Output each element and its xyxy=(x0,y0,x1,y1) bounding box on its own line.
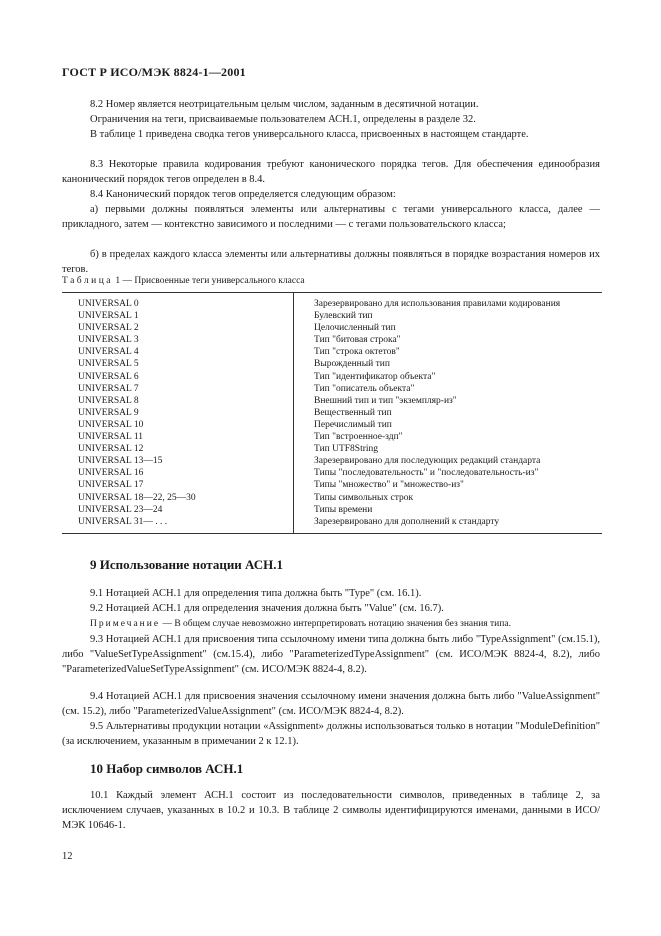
table-row xyxy=(62,431,602,443)
tag-cell: UNIVERSAL 12 xyxy=(62,443,294,455)
tag-cell: UNIVERSAL 6 xyxy=(62,371,294,383)
description-cell: Типы времени xyxy=(314,504,373,515)
paragraph-rule-b: б) в пределах каждого класса элементы или альтернативы должны появляться в порядке возрастания номеров их тегов. xyxy=(62,249,600,275)
paragraph-8-2: 8.2 Номер является неотрицательным целым числом, заданным в десятичной нотации. xyxy=(90,99,479,110)
table-row xyxy=(62,504,602,516)
table-row xyxy=(62,358,602,370)
description-cell: Тип "строка октетов" xyxy=(314,347,400,358)
tag-cell: UNIVERSAL 17 xyxy=(62,479,294,491)
section-9-heading: 9 Использование нотации АСН.1 xyxy=(90,557,284,572)
note xyxy=(62,617,600,632)
description-cell: Тип UTF8String xyxy=(314,444,379,455)
description-cell: Зарезервировано для последующих редакций стандарта xyxy=(314,456,541,467)
table-row xyxy=(62,346,602,358)
note-label: Примечание xyxy=(90,619,161,629)
table-row xyxy=(62,310,602,322)
table-row xyxy=(62,383,602,395)
table-row xyxy=(62,492,602,504)
tag-cell: UNIVERSAL 31— . . . xyxy=(62,516,294,534)
paragraph-9-5: 9.5 Альтернативы продукции нотации «Assignment» должны использоваться только в нотации "ModuleDefinition" (за исключением, указанным в примечании 2 к 12.1). xyxy=(62,721,600,747)
table-row xyxy=(62,419,602,431)
tag-cell: UNIVERSAL 11 xyxy=(62,431,294,443)
tag-cell: UNIVERSAL 4 xyxy=(62,346,294,358)
paragraph-rule-a: а) первыми должны появляться элементы или альтернативы с тегами универсального класса, далее — прикладного, затем — контекстно зависимого и последними — с тегами пользовательского класса; xyxy=(62,204,600,230)
table-caption-text: 1 — Присвоенные теги универсального класса xyxy=(115,276,305,286)
table-row xyxy=(62,371,602,383)
description-cell: Внешний тип и тип "экземпляр-из" xyxy=(314,395,457,406)
description-cell: Типы символьных строк xyxy=(314,492,414,503)
table-row xyxy=(62,467,602,479)
description-cell: Вырожденный тип xyxy=(314,359,390,370)
description-cell: Тип "битовая строка" xyxy=(314,335,401,346)
document-header: ГОСТ Р ИСО/МЭК 8824-1—2001 xyxy=(62,65,246,79)
tag-cell: UNIVERSAL 1 xyxy=(62,310,294,322)
description-cell: Тип "описатель объекта" xyxy=(314,383,415,394)
page-number: 12 xyxy=(62,851,73,862)
table-caption-label: Таблица xyxy=(62,276,114,286)
tag-cell: UNIVERSAL 7 xyxy=(62,383,294,395)
tag-cell: UNIVERSAL 16 xyxy=(62,467,294,479)
table-row xyxy=(62,443,602,455)
paragraph-9-2: 9.2 Нотацией АСН.1 для определения значения должна быть "Value" (см. 16.7). xyxy=(90,603,444,614)
tag-cell: UNIVERSAL 23—24 xyxy=(62,504,294,516)
description-cell: Тип "идентификатор объекта" xyxy=(314,371,436,382)
description-cell: Булевский тип xyxy=(314,311,373,322)
table-row xyxy=(62,516,602,534)
description-cell: Зарезервировано для использования правилами кодирования xyxy=(314,299,561,309)
description-cell: Типы "последовательность" и "последовательность-из" xyxy=(314,468,539,479)
table-row xyxy=(62,322,602,334)
tag-cell: UNIVERSAL 8 xyxy=(62,395,294,407)
table-caption xyxy=(62,276,305,286)
description-cell: Перечислимый тип xyxy=(314,419,392,430)
paragraph-8-3: 8.3 Некоторые правила кодирования требуют канонического порядка тегов. Для обеспечения единообразия канонический порядок тегов определен в 8.4. xyxy=(62,159,600,185)
table-body xyxy=(62,293,602,534)
table-row xyxy=(62,293,602,311)
table-row xyxy=(62,455,602,467)
universal-tags-table xyxy=(62,292,602,534)
description-cell: Тип "встроенное-здп" xyxy=(314,432,403,443)
paragraph-table-summary: В таблице 1 приведена сводка тегов универсального класса, присвоенных в настоящем стандарте. xyxy=(90,129,529,140)
paragraph-9-4: 9.4 Нотацией АСН.1 для присвоения значения ссылочному имени значения должна быть либо "ValueAssignment" (см. 15.2), либо "ParameterizedValueAssignment" (см. ИСО/МЭК 8824-4, 8.2). xyxy=(62,691,600,717)
tag-cell: UNIVERSAL 2 xyxy=(62,322,294,334)
description-cell: Зарезервировано для дополнений к стандарту xyxy=(314,516,500,527)
description-cell: Типы "множество" и "множество-из" xyxy=(314,480,464,491)
tag-cell: UNIVERSAL 3 xyxy=(62,334,294,346)
description-cell: Вещественный тип xyxy=(314,407,392,418)
paragraph-10-1: 10.1 Каждый элемент АСН.1 состоит из последовательности символов, приведенных в таблице 2, за исключением случаев, указанных в 10.2 и 10.3. В таблице 2 символы идентифицируются именами, данными в ИСО/МЭК 10646-1. xyxy=(62,790,600,831)
paragraph-tag-restrictions: Ограничения на теги, присваиваемые пользователем АСН.1, определены в разделе 32. xyxy=(90,114,476,125)
paragraph-9-3: 9.3 Нотацией АСН.1 для присвоения типа ссылочному имени типа должна быть либо "TypeAssignment" (см.15.1), либо "ValueSetTypeAssignment" (см.15.4), либо "ParameterizedTypeAssignment" (см. ИСО/МЭК 8824-4, 8.2), либо "ParameterizedValueSetTypeAssignment" (см. ИСО/МЭК 8824-4, 8.2). xyxy=(62,634,600,675)
section-10-heading: 10 Набор символов АСН.1 xyxy=(90,761,244,776)
paragraph-8-4: 8.4 Канонический порядок тегов определяется следующим образом: xyxy=(90,189,396,200)
table-row xyxy=(62,395,602,407)
tag-cell: UNIVERSAL 0 xyxy=(62,293,294,311)
table-row xyxy=(62,334,602,346)
table-row xyxy=(62,479,602,491)
description-cell: Целочисленный тип xyxy=(314,323,396,334)
tag-cell: UNIVERSAL 10 xyxy=(62,419,294,431)
tag-cell: UNIVERSAL 9 xyxy=(62,407,294,419)
tag-cell: UNIVERSAL 18—22, 25—30 xyxy=(62,492,294,504)
tag-cell: UNIVERSAL 13—15 xyxy=(62,455,294,467)
paragraph-9-1: 9.1 Нотацией АСН.1 для определения типа должна быть "Type" (см. 16.1). xyxy=(90,588,422,599)
note-text: — В общем случае невозможно интерпретировать нотацию значения без знания типа. xyxy=(160,619,511,629)
table-row xyxy=(62,407,602,419)
tag-cell: UNIVERSAL 5 xyxy=(62,358,294,370)
